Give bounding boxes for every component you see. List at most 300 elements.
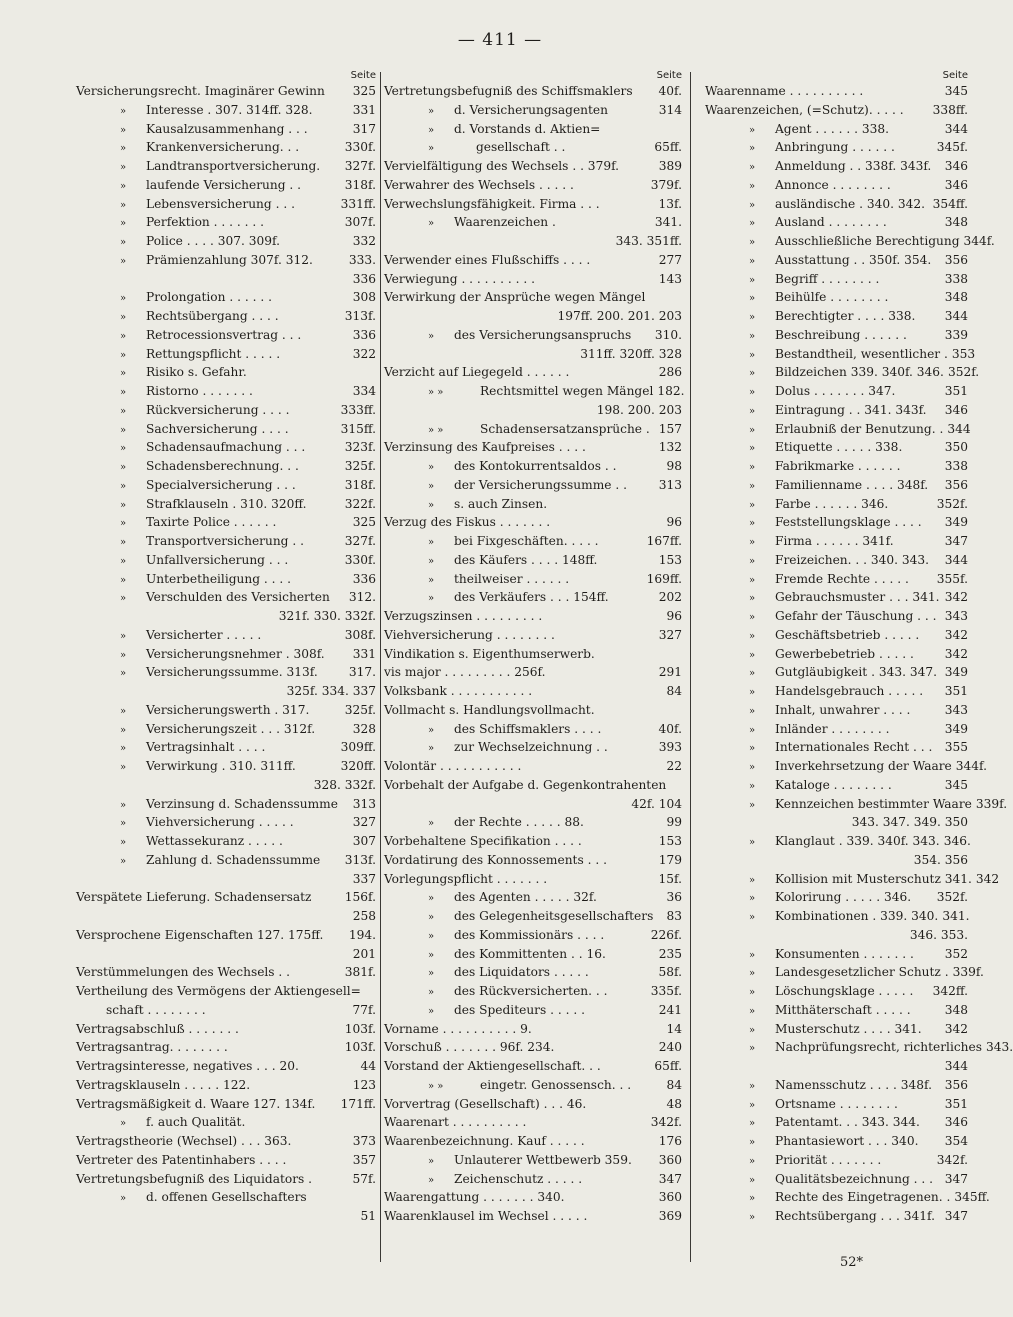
entry-term: Kombinationen . 339. 340. xyxy=(775,909,939,923)
ditto-mark: » xyxy=(749,574,756,586)
entry-term: Vertragsinhalt . . . . xyxy=(146,740,266,755)
entry-pages: 96 xyxy=(666,515,682,530)
entry-pages: 327f. xyxy=(344,159,376,173)
ditto-mark: » xyxy=(749,687,756,698)
entry-pages: 325f. xyxy=(344,702,376,717)
entry-pages: 314 xyxy=(658,102,682,117)
entry-term: Firma . . . . . . 341f. xyxy=(775,534,894,548)
ditto-mark: » xyxy=(749,480,756,492)
entry-term: Vertragstheorie (Wechsel) . . . 363. xyxy=(76,1134,292,1148)
entry-term: Fremde Rechte . . . . . xyxy=(775,571,909,586)
index-entry xyxy=(705,607,968,626)
entry-pages: 327 xyxy=(352,815,376,830)
index-entry xyxy=(705,682,968,701)
index-entry xyxy=(705,757,987,776)
entry-term: Kennzeichen bestimmter Waare xyxy=(775,796,972,811)
ditto-mark: » xyxy=(428,574,435,586)
entry-term: Anbringung . . . . . . xyxy=(775,140,895,155)
entry-term: Inländer . . . . . . . . xyxy=(775,721,890,736)
index-entry xyxy=(384,738,682,757)
index-entry xyxy=(76,307,376,326)
entry-term: Versprochene Eigenschaften 127. 175ff. xyxy=(76,927,324,942)
index-entry xyxy=(384,532,682,551)
entry-pages: 349 xyxy=(944,721,968,736)
ditto-mark: » xyxy=(749,162,756,173)
entry-term: d. Versicherungsagenten xyxy=(454,102,608,117)
index-entry xyxy=(384,570,682,589)
entry-term: Retrocessionsvertrag . . . xyxy=(146,327,302,342)
index-entry xyxy=(705,457,968,476)
entry-pages: 342 xyxy=(975,871,1000,886)
entry-pages: 393 xyxy=(658,740,682,755)
index-entry xyxy=(76,1038,376,1057)
entry-term: eingetr. Genossensch. . . xyxy=(480,1077,632,1092)
entry-pages: 318f. xyxy=(344,477,376,492)
ditto-mark: » xyxy=(749,743,756,755)
index-entry xyxy=(705,963,984,982)
entry-pages: 389 xyxy=(658,159,682,173)
ditto-mark: » xyxy=(749,1155,756,1167)
ditto-mark: » xyxy=(749,874,756,886)
entry-term: Vertragsinteresse, negatives . . . 20. xyxy=(76,1059,299,1073)
entry-continuation: 198. 200. 203 xyxy=(596,402,682,417)
entry-pages: 345 xyxy=(944,777,968,792)
index-entry xyxy=(705,1170,968,1189)
entry-term: Schadensberechnung. . . xyxy=(146,459,299,473)
entry-term: Waarenzeichen . xyxy=(454,215,556,230)
ditto-mark: » xyxy=(749,293,756,305)
index-entry xyxy=(76,1057,376,1076)
ditto-mark: » xyxy=(428,462,435,473)
entry-pages: 313 xyxy=(658,477,682,492)
entry-term: schaft . . . . . . . . xyxy=(106,1002,206,1017)
ditto-mark: » xyxy=(749,199,756,211)
index-entry xyxy=(76,626,376,645)
ditto-mark: » xyxy=(749,649,756,661)
entry-pages: 171ff. xyxy=(340,1096,376,1111)
entry-pages: 65ff. xyxy=(654,1059,682,1073)
ditto-mark: » xyxy=(749,780,756,792)
entry-term: Rechtsmittel wegen Mängel xyxy=(480,384,654,398)
entry-pages: 331 xyxy=(352,646,376,661)
entry-term: Handelsgebrauch . . . . . xyxy=(775,684,924,698)
index-entry xyxy=(76,701,376,720)
entry-pages: 346 xyxy=(944,1115,968,1130)
entry-term: Perfektion . . . . . . . xyxy=(146,215,265,230)
entry-pages: 347 xyxy=(944,534,968,548)
entry-pages: 350 xyxy=(944,440,968,455)
index-entry xyxy=(76,213,376,232)
ditto-mark: » xyxy=(428,480,435,492)
entry-term: Namensschutz . . . . 348f. xyxy=(775,1077,932,1092)
ditto-mark: » xyxy=(428,330,435,342)
seite-label: Seite xyxy=(350,70,376,81)
entry-pages: 48 xyxy=(666,1096,682,1111)
entry-pages: 317 xyxy=(352,121,376,136)
entry-pages: 14 xyxy=(666,1021,682,1036)
ditto-mark: » xyxy=(120,1193,127,1205)
entry-term: Vertragsabschluß . . . . . . . xyxy=(76,1021,239,1036)
entry-term: Patentamt. . . 343. 344. xyxy=(775,1115,920,1130)
entry-term: Vervielfältigung des Wechsels . . 379f. xyxy=(384,159,620,173)
seite-label: Seite xyxy=(942,70,968,81)
index-entry xyxy=(705,176,968,195)
index-entry xyxy=(705,870,1000,889)
entry-continuation: 337 xyxy=(352,871,376,886)
entry-term: Sachversicherung . . . . xyxy=(146,421,289,436)
ditto-mark: » xyxy=(120,368,127,380)
ditto-mark: » xyxy=(749,705,756,717)
ditto-mark: » xyxy=(428,1174,435,1186)
entry-term: Verwirkung der Ansprüche wegen Mängel xyxy=(384,290,646,305)
entry-term: Bildzeichen 339. 340f. 346. xyxy=(775,365,944,380)
index-entry xyxy=(705,1038,1013,1057)
entry-term: Vertreter des Patentinhabers . . . . xyxy=(76,1152,287,1167)
index-entry xyxy=(384,1020,682,1039)
entry-continuation: 197ff. 200. 201. 203 xyxy=(557,309,682,323)
entry-term: des Verkäufers . . . 154ff. xyxy=(454,590,609,605)
entry-pages: 339f. xyxy=(975,796,1008,811)
ditto-mark: » xyxy=(749,312,756,323)
index-entry xyxy=(384,382,685,401)
ditto-mark: » xyxy=(749,518,756,530)
ditto-mark: » xyxy=(428,218,435,230)
entry-term: Vorbehaltene Specifikation . . . . xyxy=(384,834,582,848)
index-entry xyxy=(384,1151,682,1170)
entry-pages: 347 xyxy=(944,1171,968,1186)
ditto-mark: » xyxy=(749,837,756,848)
entry-term: Ausstattung . . 350f. 354. xyxy=(775,252,932,267)
index-entry xyxy=(705,907,968,926)
entry-term: Vertragsklauseln . . . . . 122. xyxy=(76,1077,251,1092)
seite-label: Seite xyxy=(656,70,682,81)
index-entry xyxy=(384,663,682,682)
index-entry xyxy=(76,1132,376,1151)
entry-pages: 341. xyxy=(942,909,970,923)
index-entry xyxy=(384,120,682,139)
index-entry xyxy=(76,476,376,495)
entry-pages: 40f. xyxy=(658,721,682,736)
entry-pages: 344 xyxy=(947,421,971,436)
index-entry xyxy=(76,1076,376,1095)
index-entry xyxy=(76,1020,376,1039)
entry-term: des Kommissionärs . . . . xyxy=(454,927,605,942)
index-entry xyxy=(76,1095,376,1114)
entry-term: Ristorno . . . . . . . xyxy=(146,384,253,398)
entry-term: Beihülfe . . . . . . . . xyxy=(775,290,889,305)
entry-term: Unlauterer Wettbewerb 359. xyxy=(454,1152,632,1167)
ditto-mark: » xyxy=(428,724,435,736)
entry-term: des Kommittenten . . 16. xyxy=(454,946,606,961)
index-entry xyxy=(384,1170,682,1189)
entry-pages: 322 xyxy=(352,346,376,361)
ditto-mark: » xyxy=(428,987,435,998)
entry-term: Waarengattung . . . . . . . 340. xyxy=(384,1190,565,1205)
index-entry xyxy=(705,401,968,420)
index-entry xyxy=(76,832,376,851)
entry-term: Verwahrer des Wechsels . . . . . xyxy=(384,177,574,192)
index-entry xyxy=(384,438,682,457)
ditto-mark: » xyxy=(120,218,127,230)
entry-pages: 346. xyxy=(943,834,971,848)
entry-pages: 336 xyxy=(352,327,376,342)
entry-term: Verzug des Fiskus . . . . . . . xyxy=(384,515,551,530)
index-entry xyxy=(76,288,376,307)
entry-term: Verzugszinsen . . . . . . . . . xyxy=(384,609,543,623)
entry-pages: 241 xyxy=(658,1002,682,1017)
ditto-mark: » xyxy=(749,630,756,642)
column-divider xyxy=(690,72,691,1262)
entry-term: laufende Versicherung . . xyxy=(146,177,302,192)
entry-pages: 334 xyxy=(352,384,376,398)
ditto-mark: » xyxy=(120,837,127,848)
ditto-mark: » xyxy=(749,537,756,548)
entry-term: Verwender eines Flußschiffs . . . . xyxy=(384,252,591,267)
entry-pages: 103f. xyxy=(344,1040,376,1055)
index-entry xyxy=(705,270,968,289)
entry-term: Ortsname . . . . . . . . xyxy=(775,1096,898,1111)
entry-pages: 347 xyxy=(944,1209,968,1223)
index-entry xyxy=(76,851,376,870)
index-entry xyxy=(384,82,682,101)
index-entry xyxy=(76,1170,376,1189)
ditto-mark: » xyxy=(749,368,756,380)
entry-term: Vertragsantrag. . . . . . . . xyxy=(76,1040,228,1055)
entry-term: Gefahr der Täuschung . . . xyxy=(775,609,937,623)
ditto-mark: » xyxy=(749,330,756,342)
index-column-1 xyxy=(76,70,376,1226)
entry-pages: 57f. xyxy=(352,1171,376,1186)
ditto-mark: » xyxy=(120,649,127,661)
entry-term: Vertretungsbefugniß des Schiffsmaklers xyxy=(384,84,633,98)
entry-continuation: 354. 356 xyxy=(913,852,968,867)
index-entry xyxy=(76,1001,376,1020)
entry-pages: 132 xyxy=(658,440,682,455)
entry-pages: 339 xyxy=(944,327,968,342)
entry-pages: 315ff. xyxy=(340,421,376,436)
entry-pages: 13f. xyxy=(658,196,682,211)
entry-pages: 346 xyxy=(944,177,968,192)
entry-term: Rechtsübergang . . . 341f. xyxy=(775,1209,935,1223)
entry-term: Verzinsung d. Schadenssumme xyxy=(146,796,338,811)
index-entry xyxy=(76,120,376,139)
entry-pages: 344 xyxy=(944,552,968,567)
entry-term: s. auch Zinsen. xyxy=(454,496,548,511)
ditto-mark: » xyxy=(749,255,756,267)
entry-term: Volontär . . . . . . . . . . . xyxy=(384,759,522,773)
index-entry xyxy=(705,476,968,495)
ditto-mark: » » xyxy=(428,424,444,436)
ditto-mark: » xyxy=(749,424,756,436)
entry-term: Etiquette . . . . . 338. xyxy=(775,440,903,455)
index-entry xyxy=(705,138,968,157)
index-entry xyxy=(76,963,376,982)
entry-term: Verzinsung des Kaufpreises . . . . xyxy=(384,440,586,455)
entry-term: Vorlegungspflicht . . . . . . . xyxy=(384,871,548,886)
entry-pages: 352f. xyxy=(936,496,968,511)
entry-pages: 318f. xyxy=(344,177,376,192)
entry-pages: 332 xyxy=(352,234,376,248)
entry-term: Ausschließliche Berechtigung xyxy=(775,234,960,248)
index-entry xyxy=(705,213,968,232)
entry-term: d. Vorstands d. Aktien= xyxy=(454,121,601,136)
index-entry xyxy=(705,101,968,120)
entry-list xyxy=(705,82,1013,1226)
entry-pages: 335f. xyxy=(650,984,682,998)
ditto-mark: » xyxy=(120,518,127,530)
entry-pages: 123 xyxy=(352,1077,376,1092)
index-entry xyxy=(705,326,968,345)
entry-pages: 291 xyxy=(658,665,682,680)
ditto-mark: » xyxy=(120,705,127,717)
entry-pages: 356 xyxy=(944,477,968,492)
entry-pages: 312. xyxy=(348,590,376,605)
entry-term: des Versicherungsanspruchs xyxy=(454,327,632,342)
entry-continuation: 346. 353. xyxy=(909,927,968,942)
ditto-mark: » xyxy=(428,743,435,755)
index-entry xyxy=(384,626,682,645)
entry-term: des Kontokurrentsaldos . . xyxy=(454,459,617,473)
index-column-2 xyxy=(384,70,685,1226)
index-entry xyxy=(705,888,968,907)
entry-pages: 202 xyxy=(658,590,682,605)
entry-term: Erlaubniß der Benutzung. . xyxy=(775,421,944,436)
entry-term: Agent . . . . . . 338. xyxy=(775,121,890,136)
entry-pages: 40f. xyxy=(658,84,682,98)
index-entry xyxy=(76,176,376,195)
index-entry xyxy=(384,720,682,739)
entry-term: Zahlung d. Schadenssumme xyxy=(146,852,321,867)
entry-term: theilweiser . . . . . . xyxy=(454,571,570,586)
entry-pages: 341. xyxy=(654,215,682,230)
entry-term: Versicherungssumme. 313f. xyxy=(146,665,318,680)
index-entry xyxy=(705,1095,968,1114)
entry-term: bei Fixgeschäften. . . . . xyxy=(454,534,599,548)
index-entry xyxy=(705,663,968,682)
entry-term: Inhalt, unwahrer . . . . xyxy=(775,702,911,717)
ditto-mark: » xyxy=(120,818,127,830)
entry-pages: 143 xyxy=(658,271,682,286)
index-entry xyxy=(705,645,968,664)
index-entry xyxy=(705,363,980,382)
ditto-mark: » xyxy=(120,855,127,867)
entry-pages: 308 xyxy=(352,290,376,305)
entry-term: Waarenart . . . . . . . . . . xyxy=(384,1115,527,1130)
entry-pages: 307f. xyxy=(344,215,376,230)
entry-term: des Gelegenheitsgesellschafters xyxy=(454,909,654,923)
entry-term: Strafklauseln . 310. 320ff. xyxy=(146,496,307,511)
entry-term: Anmeldung . . 338f. 343f. xyxy=(775,159,932,173)
index-entry xyxy=(705,232,995,251)
index-entry xyxy=(384,513,682,532)
entry-pages: 348 xyxy=(944,1002,968,1017)
index-entry xyxy=(384,213,682,232)
ditto-mark: » xyxy=(120,668,127,680)
entry-pages: 153 xyxy=(658,552,682,567)
ditto-mark: » xyxy=(428,143,435,155)
entry-term: Vorstand der Aktiengesellschaft. . . xyxy=(384,1059,601,1073)
entry-term: Zeichenschutz . . . . . xyxy=(454,1171,583,1186)
index-entry xyxy=(384,176,682,195)
entry-pages: 352 xyxy=(944,946,968,961)
ditto-mark: » xyxy=(749,893,756,905)
entry-pages: 342 xyxy=(944,590,968,605)
entry-term: Bestandtheil, wesentlicher . xyxy=(775,346,948,361)
entry-term: Konsumenten . . . . . . . xyxy=(775,946,914,961)
index-entry xyxy=(384,1095,682,1114)
entry-pages: 36 xyxy=(666,890,682,905)
index-entry xyxy=(705,157,968,176)
entry-pages: 346 xyxy=(944,402,968,417)
entry-term: Vertretungsbefugniß des Liquidators . xyxy=(76,1171,313,1186)
ditto-mark: » xyxy=(749,762,756,773)
entry-term: Nachprüfungsrecht, richterliches xyxy=(775,1040,982,1055)
index-entry xyxy=(384,701,682,720)
ditto-mark: » xyxy=(120,293,127,305)
index-entry xyxy=(76,588,376,607)
index-entry xyxy=(384,457,682,476)
entry-term: Annonce . . . . . . . . xyxy=(775,177,891,192)
entry-continuation: 336 xyxy=(352,271,376,286)
ditto-mark: » xyxy=(749,1024,756,1036)
entry-term: Prämienzahlung 307f. 312. xyxy=(146,252,313,267)
index-entry xyxy=(384,1207,682,1226)
index-entry xyxy=(76,645,376,664)
entry-term: Taxirte Police . . . . . . xyxy=(146,515,277,530)
entry-term: der Versicherungssumme . . xyxy=(454,477,627,492)
index-entry xyxy=(705,1151,968,1170)
index-entry xyxy=(705,82,968,101)
index-entry xyxy=(76,720,376,739)
entry-term: Verschulden des Versicherten xyxy=(146,590,330,605)
entry-term: Vorname . . . . . . . . . . 9. xyxy=(384,1021,532,1036)
entry-term: Qualitätsbezeichnung . . . xyxy=(775,1171,934,1186)
entry-term: Beschreibung . . . . . . xyxy=(775,327,907,342)
entry-term: Versicherter . . . . . xyxy=(146,627,262,642)
entry-term: Fabrikmarke . . . . . . xyxy=(775,459,901,473)
entry-pages: 360 xyxy=(658,1152,682,1167)
index-entry xyxy=(76,82,376,101)
entry-pages: 343 xyxy=(944,702,968,717)
entry-pages: 338 xyxy=(944,271,968,286)
ditto-mark: » xyxy=(749,668,756,680)
entry-pages: 176 xyxy=(658,1134,682,1148)
entry-pages: 351 xyxy=(944,684,968,698)
entry-term: Waarenklausel im Wechsel . . . . . xyxy=(384,1209,588,1223)
index-entry xyxy=(384,588,682,607)
index-entry xyxy=(384,645,682,664)
index-entry xyxy=(705,551,968,570)
entry-pages: 357 xyxy=(352,1152,376,1167)
index-entry xyxy=(76,138,376,157)
entry-term: Inverkehrsetzung der Waare xyxy=(775,759,952,773)
index-entry xyxy=(76,570,376,589)
entry-pages: 345ff. xyxy=(954,1190,990,1205)
entry-term: Verspätete Lieferung. Schadensersatz xyxy=(76,890,312,905)
ditto-mark: » xyxy=(428,893,435,905)
ditto-mark: » xyxy=(120,480,127,492)
index-entry xyxy=(705,1076,968,1095)
ditto-mark: » xyxy=(120,199,127,211)
entry-pages: 355 xyxy=(944,740,968,755)
index-entry xyxy=(705,626,968,645)
entry-term: Unfallversicherung . . . xyxy=(146,552,289,567)
entry-term: Berechtigter . . . . 338. xyxy=(775,309,916,323)
index-entry xyxy=(384,945,682,964)
ditto-mark: » xyxy=(120,574,127,586)
entry-pages: 308f. xyxy=(344,627,376,642)
entry-continuation: 42f. 104 xyxy=(631,796,682,811)
